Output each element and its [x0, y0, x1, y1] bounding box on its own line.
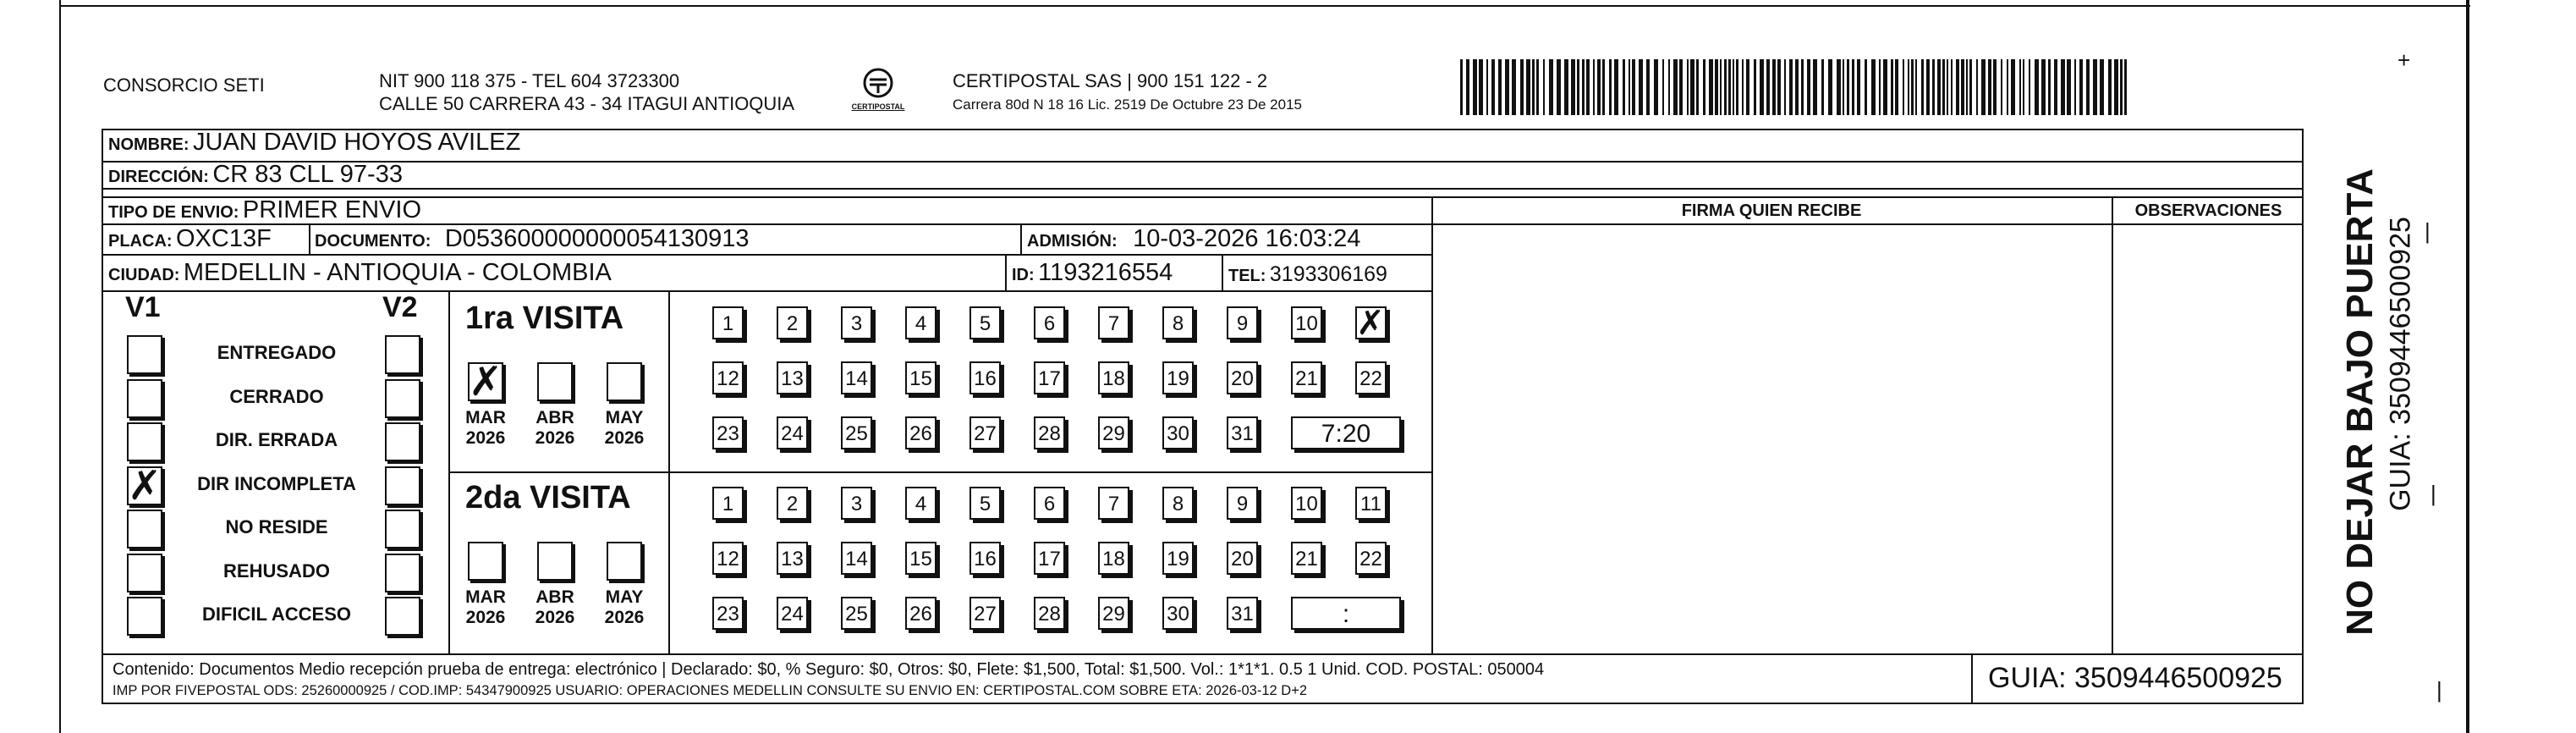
first-visit-day-box[interactable]: 17	[1034, 361, 1065, 394]
barcode-bar	[1915, 59, 1917, 115]
barcode-bar	[1498, 59, 1502, 115]
barcode-bar	[1571, 59, 1575, 115]
guia-box-value: GUIA: 3509446500925	[1988, 662, 2282, 694]
barcode-bar	[1696, 59, 1699, 115]
barcode-bar	[2023, 59, 2024, 115]
barcode-bar	[1728, 59, 1731, 115]
barcode-bar	[1532, 59, 1535, 115]
second-visit-day-box[interactable]: 27	[969, 597, 1001, 630]
barcode-bar	[1614, 59, 1618, 115]
barcode-bar	[2086, 59, 2090, 115]
second-visit-day-box[interactable]: 29	[1098, 597, 1129, 630]
barcode-bar	[1961, 59, 1964, 115]
second-visit-day-box[interactable]: 30	[1162, 597, 1194, 630]
shipment-label: TIPO DE ENVIO:	[108, 203, 239, 222]
barcode-bar	[2079, 59, 2083, 115]
first-visit-day-box[interactable]: 19	[1162, 361, 1194, 394]
second-visit-day-box[interactable]: 8	[1162, 487, 1194, 520]
v2-checkbox[interactable]	[385, 510, 420, 548]
barcode-bar	[1709, 59, 1713, 115]
footer-line-2: IMP POR FIVEPOSTAL ODS: 25260000925 / COD.IMP: 54347900925 USUARIO: OPERACIONES MEDELLIN CONSULTE SU ENVIO EN: CERTIPOSTAL.COM SOBRE ETA: 2026-03-12 D+2	[113, 683, 1308, 698]
plate-value: OXC13F	[176, 225, 272, 252]
first-visit-day-box[interactable]: 5	[969, 306, 1001, 339]
tel-label: TEL:	[1228, 267, 1266, 285]
row-divider	[102, 653, 2304, 655]
barcode-bar	[1687, 59, 1689, 115]
barcode-bar	[2035, 59, 2039, 115]
city-value: MEDELLIN - ANTIOQUIA - COLOMBIA	[183, 259, 612, 286]
barcode-bar	[1520, 59, 1524, 115]
side-warning: NO DEJAR BAJO PUERTA	[2339, 168, 2381, 636]
v1-header: V1	[125, 291, 161, 323]
barcode-bar	[1597, 59, 1601, 115]
barcode-bar	[1760, 59, 1764, 115]
barcode-bar	[1632, 59, 1635, 115]
first-visit-day-box[interactable]: 31	[1227, 416, 1258, 449]
document-label: DOCUMENTO:	[315, 232, 431, 251]
row-divider	[102, 188, 2304, 190]
barcode-bar	[1543, 59, 1545, 115]
v1-checkbox[interactable]	[127, 335, 162, 374]
first-visit-month-checkbox[interactable]	[537, 362, 573, 401]
city-label: CIUDAD:	[108, 266, 180, 284]
first-visit-title: 1ra VISITA	[465, 300, 624, 336]
barcode-bar	[1564, 59, 1568, 115]
second-visit-time-box[interactable]: :	[1291, 597, 1401, 630]
first-visit-day-box[interactable]: 10	[1291, 306, 1322, 339]
barcode-bar	[1593, 59, 1595, 115]
barcode-bar	[1679, 59, 1683, 115]
row-divider	[1431, 223, 2304, 225]
second-visit-day-box[interactable]: 11	[1355, 487, 1387, 520]
reason-label: DIR INCOMPLETA	[197, 472, 356, 494]
barcode-bar	[2048, 59, 2051, 115]
month-year: 2026	[604, 608, 645, 627]
carrier-line-2: Carrera 80d N 18 16 Lic. 2519 De Octubre 23 De 2015	[953, 96, 1302, 113]
check-mark-icon: ✗	[127, 461, 162, 510]
barcode-bar	[1932, 59, 1935, 115]
address-label: DIRECCIÓN:	[108, 168, 209, 186]
first-visit-time-box[interactable]: 7:20	[1291, 416, 1401, 449]
second-visit-month-checkbox[interactable]	[607, 542, 642, 581]
shipment-row	[108, 196, 421, 224]
first-visit-day-box[interactable]: 26	[905, 416, 936, 449]
month-year: 2026	[465, 428, 506, 448]
barcode-bar	[2007, 59, 2008, 115]
logo-emblem-icon	[860, 68, 897, 102]
margin-mark: |	[2425, 218, 2430, 244]
barcode-bar	[2100, 59, 2104, 115]
reason-label: ENTREGADO	[217, 342, 337, 363]
second-visit-month-checkbox[interactable]	[468, 542, 503, 581]
barcode-bar	[1871, 59, 1876, 115]
v1-checkbox[interactable]	[127, 510, 162, 548]
first-visit-month-label	[460, 408, 511, 449]
barcode-bar	[1883, 59, 1887, 115]
barcode-bar	[1754, 59, 1756, 115]
first-visit-month-checkbox[interactable]	[468, 358, 503, 405]
barcode-bar	[1795, 59, 1799, 115]
address-value: CR 83 CLL 97-33	[212, 161, 403, 188]
v1-checkbox[interactable]	[127, 597, 162, 636]
document-value: D053600000000054130913	[444, 225, 750, 252]
v1-checkbox[interactable]	[127, 554, 162, 592]
id-label: ID:	[1012, 266, 1035, 284]
col-divider	[2112, 196, 2113, 653]
reason-label: CERRADO	[229, 385, 324, 407]
second-visit-month-label	[530, 587, 580, 628]
month-name: MAR	[465, 587, 506, 607]
barcode-bar	[2011, 59, 2015, 115]
footer-line-1: Contenido: Documentos Medio recepción prueba de entrega: electrónico | Declarado: $0, % Seguro: $0, Otros: $0, Flete: $1,500, Total: $1,500. Vol.: 1*1*1. 0.5 1 Unid. COD. POSTAL: 050004	[113, 660, 1545, 679]
col-divider	[1971, 653, 1973, 704]
barcode-bar	[1926, 59, 1930, 115]
barcode-bar	[1903, 59, 1904, 115]
second-visit-day-box[interactable]: 5	[969, 487, 1001, 520]
barcode-bar	[2001, 59, 2002, 115]
city-cell	[108, 259, 612, 287]
barcode-bar	[1942, 59, 1945, 115]
month-name: ABR	[536, 408, 574, 427]
barcode-bar	[1491, 59, 1495, 115]
certipostal-logo	[849, 68, 908, 111]
margin-mark: |	[2430, 481, 2436, 506]
barcode-bar	[2120, 59, 2123, 115]
first-visit-day-box[interactable]: 25	[841, 416, 872, 449]
barcode-bar	[1673, 59, 1678, 115]
barcode-bar	[1908, 59, 1909, 115]
barcode-bar	[2124, 59, 2127, 115]
barcode-bar	[1703, 59, 1705, 115]
second-visit-month-label	[460, 587, 511, 628]
barcode-bar	[1526, 59, 1530, 115]
barcode-bar	[1911, 59, 1914, 115]
barcode-bar	[1639, 59, 1643, 115]
first-visit-day-box[interactable]: 8	[1162, 306, 1194, 339]
month-year: 2026	[535, 608, 575, 627]
barcode-bar	[1847, 59, 1849, 115]
second-visit-day-box[interactable]: 3	[841, 487, 872, 520]
first-visit-day-box[interactable]: 6	[1034, 306, 1065, 339]
barcode-bar	[1736, 59, 1738, 115]
company-name: CONSORCIO SETI	[103, 74, 265, 96]
barcode-bar	[1586, 59, 1590, 115]
first-visit-day-box[interactable]: 22	[1355, 361, 1387, 394]
barcode-bar	[1460, 59, 1463, 115]
barcode-bar	[1801, 59, 1804, 115]
first-visit-day-box[interactable]: 28	[1034, 416, 1065, 449]
barcode-bar	[2114, 59, 2118, 115]
second-visit-day-box[interactable]: 9	[1227, 487, 1258, 520]
col-divider	[1222, 254, 1223, 290]
tel-cell	[1228, 262, 1387, 287]
firma-header: FIRMA QUIEN RECIBE	[1681, 201, 1862, 220]
barcode-bar	[1720, 59, 1722, 115]
barcode-bar	[1772, 59, 1776, 115]
v2-header: V2	[382, 291, 418, 323]
first-visit-month-label	[530, 408, 580, 449]
v1-checkbox[interactable]	[127, 461, 162, 510]
second-visit-day-box[interactable]: 15	[905, 542, 936, 575]
barcode-bar	[2074, 59, 2076, 115]
barcode-bar	[2061, 59, 2065, 115]
barcode-bar	[1981, 59, 1986, 115]
barcode-bar	[1891, 59, 1893, 115]
first-visit-day-box[interactable]: 13	[777, 361, 808, 394]
second-visit-day-box[interactable]: 4	[905, 487, 936, 520]
observaciones-header: OBSERVACIONES	[2134, 201, 2282, 220]
first-visit-day-box[interactable]	[1355, 304, 1387, 343]
first-visit-month-checkbox[interactable]	[607, 362, 642, 401]
admission-cell	[1027, 225, 1360, 253]
second-visit-day-box[interactable]: 14	[841, 542, 872, 575]
barcode-bar	[1654, 59, 1658, 115]
reason-label: DIFICIL ACCESO	[201, 603, 351, 625]
barcode-bar	[1766, 59, 1770, 115]
barcode-bar	[1807, 59, 1810, 115]
carrier-line-1: CERTIPOSTAL SAS | 900 151 122 - 2	[953, 70, 1268, 91]
first-visit-day-box[interactable]: 7	[1098, 306, 1129, 339]
barcode-bar	[1629, 59, 1630, 115]
document-cell	[315, 225, 750, 253]
second-visit-day-box[interactable]: 12	[712, 542, 744, 575]
page-top-edge	[59, 5, 2470, 7]
month-name: ABR	[536, 587, 574, 607]
barcode-bar	[1865, 59, 1867, 115]
name-row	[108, 129, 520, 157]
barcode-bar	[1536, 59, 1539, 115]
barcode-bar	[2041, 59, 2046, 115]
barcode-bar	[1609, 59, 1612, 115]
page-right-edge	[2466, 0, 2469, 733]
first-visit-day-box[interactable]: 14	[841, 361, 872, 394]
plate-label: PLACA:	[108, 232, 173, 251]
reason-label: DIR. ERRADA	[215, 429, 338, 450]
first-visit-day-box[interactable]: 4	[905, 306, 936, 339]
tel-value: 3193306169	[1269, 262, 1387, 286]
barcode-bar	[1828, 59, 1832, 115]
barcode-bar	[1733, 59, 1734, 115]
barcode-bar	[1646, 59, 1650, 115]
barcode-bar	[1956, 59, 1959, 115]
barcode-bar	[2108, 59, 2112, 115]
barcode-bar	[1623, 59, 1625, 115]
barcode-bar	[1969, 59, 1972, 115]
barcode-bar	[1937, 59, 1941, 115]
row-divider	[102, 161, 2304, 163]
admission-value: 10-03-2026 16:03:24	[1133, 225, 1361, 252]
barcode-bar	[1966, 59, 1968, 115]
row-divider	[102, 196, 2304, 198]
name-label: NOMBRE:	[108, 135, 189, 154]
admission-label: ADMISIÓN:	[1027, 232, 1118, 251]
barcode-bar	[1821, 59, 1824, 115]
second-visit-day-box[interactable]: 20	[1227, 542, 1258, 575]
v1-checkbox[interactable]	[127, 422, 162, 461]
barcode-bar	[1549, 59, 1553, 115]
barcode-bar	[1724, 59, 1727, 115]
col-divider	[1431, 196, 1433, 653]
logo-text: CERTIPOSTAL	[851, 102, 905, 111]
row-divider	[102, 254, 1431, 256]
barcode-bar	[1843, 59, 1844, 115]
page-left-edge	[59, 0, 61, 733]
barcode-bar	[1602, 59, 1605, 115]
id-value: 1193216554	[1038, 259, 1173, 286]
first-visit-day-box[interactable]: 18	[1098, 361, 1129, 394]
first-visit-day-box[interactable]: 15	[905, 361, 936, 394]
col-divider	[1020, 223, 1022, 254]
barcode-bar	[2019, 59, 2021, 115]
second-visit-day-box[interactable]: 28	[1034, 597, 1065, 630]
second-visit-day-box[interactable]: 17	[1034, 542, 1065, 575]
barcode-bar	[1784, 59, 1786, 115]
v2-checkbox[interactable]	[385, 379, 420, 418]
barcode-bar	[2054, 59, 2057, 115]
barcode-bar	[1715, 59, 1718, 115]
nit-line-1: NIT 900 118 375 - TEL 604 3723300	[379, 70, 680, 91]
shipment-value: PRIMER ENVIO	[242, 196, 422, 223]
v2-checkbox[interactable]	[385, 597, 420, 636]
v2-checkbox[interactable]	[385, 554, 420, 592]
first-visit-day-box[interactable]: 27	[969, 416, 1001, 449]
first-visit-day-box[interactable]: 24	[777, 416, 808, 449]
name-value: JUAN DAVID HOYOS AVILEZ	[193, 129, 521, 156]
second-visit-day-box[interactable]: 2	[777, 487, 808, 520]
second-visit-day-box[interactable]: 16	[969, 542, 1001, 575]
first-visit-day-box[interactable]: 1	[712, 306, 744, 339]
barcode-bar	[1486, 59, 1488, 115]
col-divider	[309, 223, 310, 254]
id-cell	[1012, 259, 1173, 287]
month-year: 2026	[465, 608, 506, 627]
barcode-bar	[1512, 59, 1516, 115]
month-name: MAY	[605, 587, 644, 607]
second-visit-month-label	[599, 587, 650, 628]
first-visit-day-box[interactable]: 16	[969, 361, 1001, 394]
second-visit-day-box[interactable]: 10	[1291, 487, 1322, 520]
second-visit-day-box[interactable]: 18	[1098, 542, 1129, 575]
second-visit-day-box[interactable]: 26	[905, 597, 936, 630]
barcode-bar	[2067, 59, 2071, 115]
barcode-bar	[1668, 59, 1670, 115]
second-visit-day-box[interactable]: 7	[1098, 487, 1129, 520]
barcode-bar	[1577, 59, 1579, 115]
second-visit-day-box[interactable]: 24	[777, 597, 808, 630]
barcode-bar	[1993, 59, 1997, 115]
first-visit-day-box[interactable]: 30	[1162, 416, 1194, 449]
plate-cell	[108, 225, 272, 253]
barcode-bar	[1879, 59, 1881, 115]
month-year: 2026	[535, 428, 575, 448]
barcode-bar	[1557, 59, 1561, 115]
second-visit-day-box[interactable]: 22	[1355, 542, 1387, 575]
barcode-bar	[2093, 59, 2097, 115]
barcode-bar	[1852, 59, 1854, 115]
barcode-bar	[1857, 59, 1860, 115]
barcode-bar	[1789, 59, 1793, 115]
month-name: MAR	[465, 408, 506, 427]
margin-mark: +	[2397, 47, 2411, 73]
barcode-bar	[1479, 59, 1483, 115]
reason-label: REHUSADO	[223, 559, 330, 581]
first-visit-day-box[interactable]: 2	[777, 306, 808, 339]
barcode-bar	[1473, 59, 1477, 115]
barcode-bar	[2029, 59, 2030, 115]
barcode-bar	[1690, 59, 1694, 115]
first-visit-day-box[interactable]: 21	[1291, 361, 1322, 394]
barcode-bar	[1777, 59, 1781, 115]
barcode-bar	[1895, 59, 1898, 115]
second-visit-month-checkbox[interactable]	[537, 542, 573, 581]
first-visit-day-box[interactable]: 23	[712, 416, 744, 449]
barcode-bar	[1947, 59, 1948, 115]
v2-checkbox[interactable]	[385, 466, 420, 505]
barcode-bar	[1988, 59, 1991, 115]
first-visit-day-box[interactable]: 12	[712, 361, 744, 394]
barcode-bar	[1582, 59, 1585, 115]
barcode-bar	[1921, 59, 1924, 115]
v2-checkbox[interactable]	[385, 335, 420, 374]
barcode-bar	[1746, 59, 1749, 115]
barcode	[1460, 59, 2137, 115]
barcode-bar	[1976, 59, 1978, 115]
barcode-bar	[1951, 59, 1953, 115]
second-visit-day-box[interactable]: 25	[841, 597, 872, 630]
row-divider	[102, 290, 1431, 292]
first-visit-day-box[interactable]: 9	[1227, 306, 1258, 339]
barcode-bar	[1813, 59, 1817, 115]
col-divider	[1005, 254, 1007, 290]
side-guia: GUIA: 3509446500925	[2384, 217, 2417, 511]
second-visit-day-box[interactable]: 19	[1162, 542, 1194, 575]
first-visit-month-label	[599, 408, 650, 449]
v2-checkbox[interactable]	[385, 422, 420, 461]
second-visit-day-box[interactable]: 21	[1291, 542, 1322, 575]
second-visit-day-box[interactable]: 13	[777, 542, 808, 575]
check-mark-icon: ✗	[468, 358, 503, 405]
barcode-bar	[1466, 59, 1469, 115]
check-mark-icon: ✗	[1356, 304, 1385, 343]
v1-checkbox[interactable]	[127, 379, 162, 418]
first-visit-day-box[interactable]: 3	[841, 306, 872, 339]
nit-line-2: CALLE 50 CARRERA 43 - 34 ITAGUI ANTIOQUIA	[379, 93, 795, 114]
month-name: MAY	[605, 408, 644, 427]
second-visit-day-box[interactable]: 6	[1034, 487, 1065, 520]
month-year: 2026	[604, 428, 645, 448]
row-divider	[448, 471, 1431, 473]
first-visit-day-box[interactable]: 29	[1098, 416, 1129, 449]
second-visit-title: 2da VISITA	[465, 480, 631, 515]
reason-label: NO RESIDE	[225, 516, 328, 537]
second-visit-day-box[interactable]: 1	[712, 487, 744, 520]
barcode-bar	[1837, 59, 1841, 115]
barcode-bar	[1505, 59, 1509, 115]
address-row	[108, 161, 403, 189]
second-visit-day-box[interactable]: 31	[1227, 597, 1258, 630]
barcode-bar	[1742, 59, 1744, 115]
margin-mark: |	[2436, 677, 2442, 703]
second-visit-day-box[interactable]: 23	[712, 597, 744, 630]
first-visit-day-box[interactable]: 20	[1227, 361, 1258, 394]
barcode-bar	[1662, 59, 1664, 115]
